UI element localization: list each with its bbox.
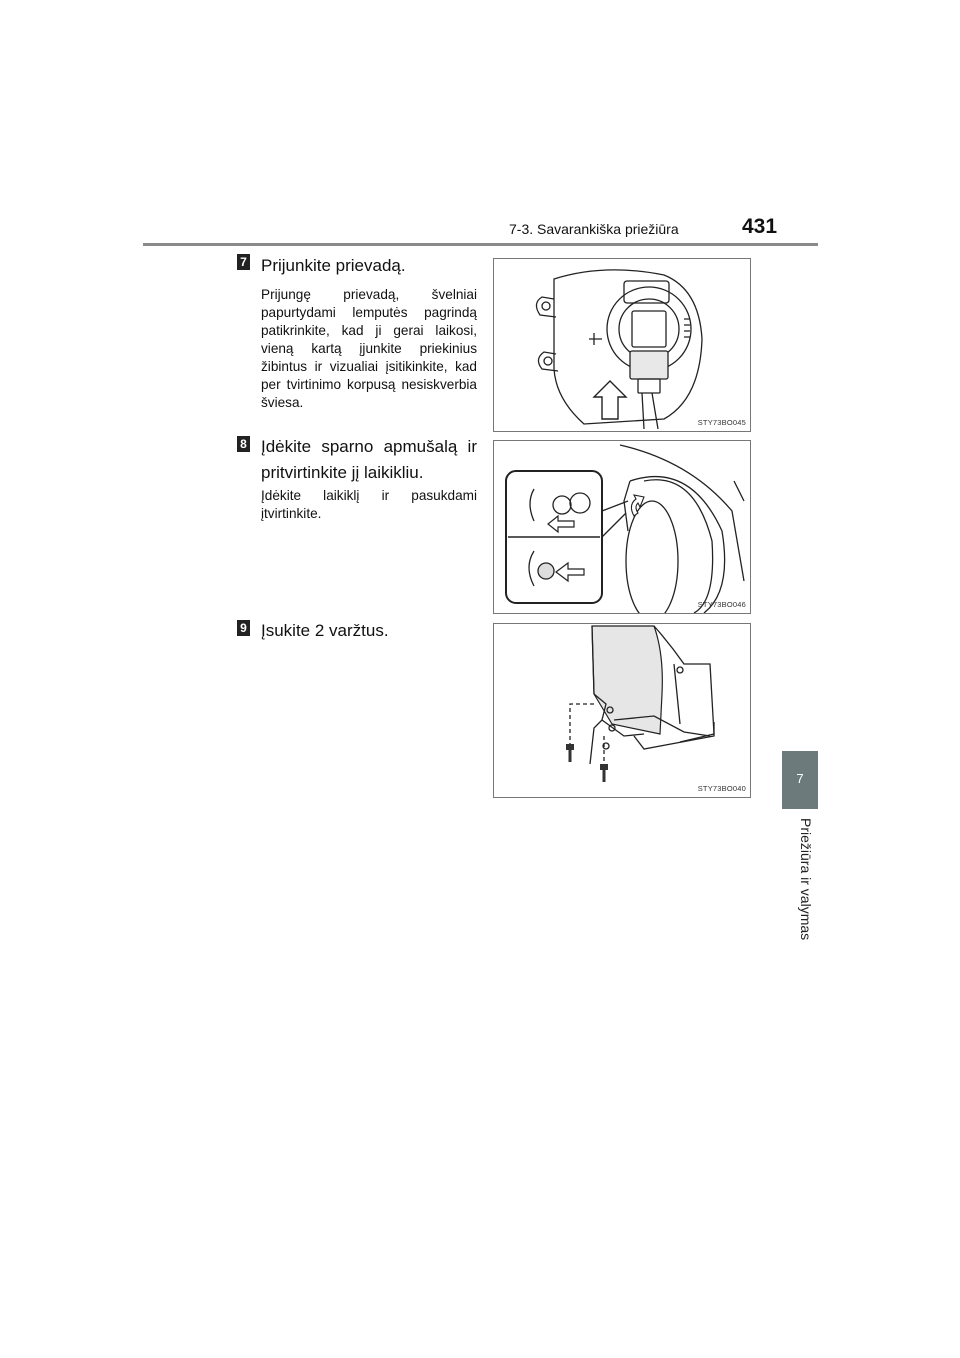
step-description: Prijungę prievadą, švelniai papurtydami lemputės pagrindą patikrinkite, kad ji gerai laikosi, vieną kartą įjunkite priekinius žibintus ir vizualiai įsitikinkite, kad per tvirtinimo korpusą nesiskverbia šviesa. [261,287,477,410]
bolts-illustration [494,624,750,797]
figure-code: STY73BO046 [697,600,746,609]
step-number-badge: 7 [237,254,250,270]
step-title: Įdėkite sparno apmušalą ir pritvirtinkite jį laikikliu. [261,437,477,482]
section-title: 7-3. Savarankiška priežiūra [509,221,679,237]
fender-liner-figure [493,440,751,614]
left-arrow-icon [556,563,584,581]
chapter-title: Priežiūra ir valymas [798,818,814,941]
page-number: 431 [742,215,778,238]
up-arrow-icon [594,381,626,419]
step-number-badge: 8 [237,436,250,452]
bolt-icon [600,764,608,782]
fender-liner-illustration [494,441,750,613]
step-title: Įsukite 2 varžtus. [261,621,389,640]
chapter-number: 7 [796,771,804,786]
bolts-figure [493,623,751,798]
header-divider [143,243,818,246]
chapter-tab [782,751,818,809]
headlight-connector-illustration [494,259,750,431]
figure-code: STY73BO040 [697,784,746,793]
step-number-badge: 9 [237,620,250,636]
bolt-icon [566,744,574,762]
left-arrow-icon [548,516,574,532]
step-title: Prijunkite prievadą. [261,256,406,275]
figure-code: STY73BO045 [697,418,746,427]
headlight-connector-figure [493,258,751,432]
step-description: Įdėkite laikiklį ir pasukdami įtvirtinkite. [261,488,477,521]
